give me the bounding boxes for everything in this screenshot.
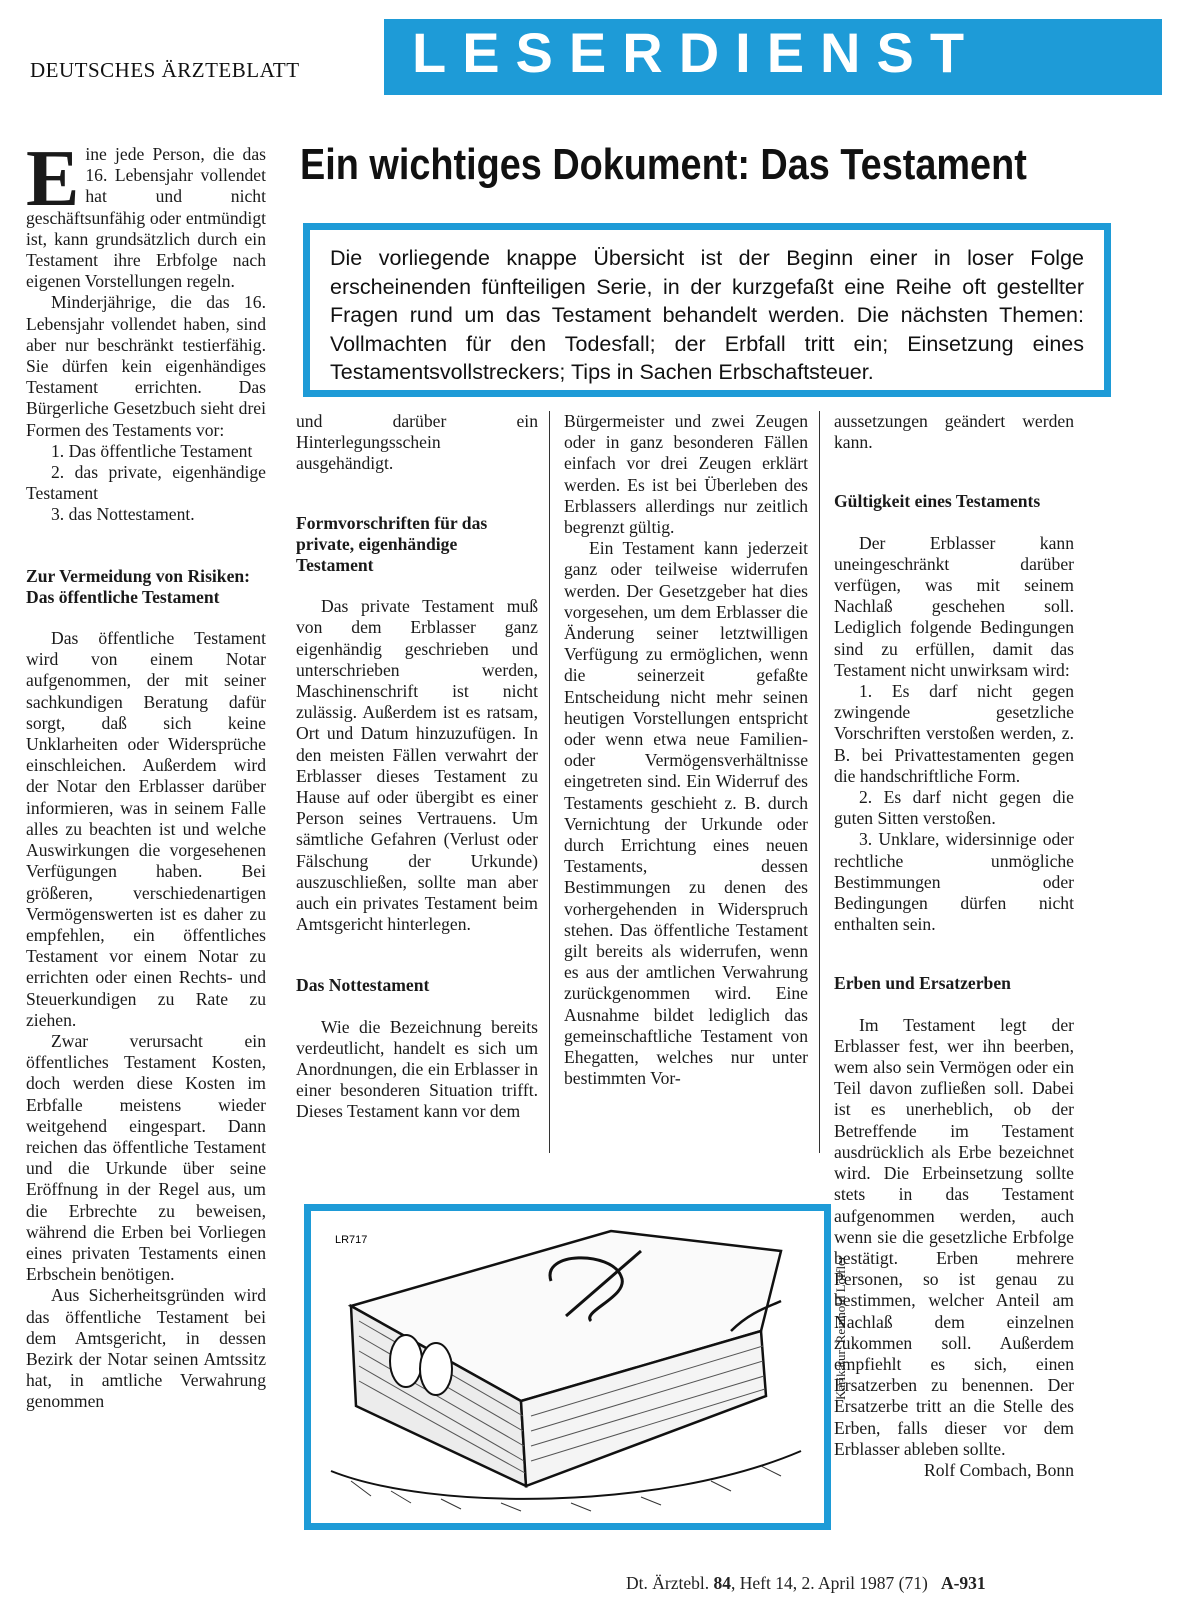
lead-box [303, 223, 1111, 397]
paragraph: Im Testament legt der Erblasser fest, wer ihn beerben, wem also sein Vermögen oder ein Teil davon zufließen soll. Dabei ist es unerheblich, ob der Betreffende im Testament ausdrücklich als Erbe bezeichnet wird. Die Erbeinsetzung sollte stets in das Testament aufgenommen werden, auch wenn sie die gesetzliche Erbfolge bestätigt. Erben mehrere Personen, so ist genau zu bestimmen, welcher Anteil am Nachlaß dem einzelnen zukommen soll. Außerdem empfiehlt es sich, einen Ersatzerben zu benennen. Der Ersatzerbe tritt an die Stelle des Erben, falls dieser vor dem Erblasser ableben sollte. [834, 1014, 1074, 1459]
subheading: Formvorschriften für das private, eigenhändige Testament [296, 512, 488, 576]
subheading: Gültigkeit eines Testaments [834, 491, 1041, 512]
intro-paragraph [26, 135, 266, 292]
section-title: LESERDIENST [412, 21, 981, 84]
paragraph: Ein Testament kann jederzeit ganz oder teilweise widerrufen werden. Der Gesetzgeber hat dies vorgesehen, um dem Erblasser die Änderung seiner letztwilligen Verfügung zu ermöglichen, wenn die seinerzeit gefaßte Entscheidung nicht mehr seinen heutigen Vorstellungen entspricht oder wenn etwa neue Familien- oder Vermögensverhältnisse eingetreten sind. Ein Widerruf des Testaments geschieht z. B. durch Vernichtung der Urkunde oder durch Errichtung eines neuen Testaments, dessen Bestimmungen zu denen des vorhergehenden in Widerspruch stehen. Das öffentliche Testament gilt bereits als widerrufen, wenn es aus der amtlichen Verwahrung zurückgenommen wird. Eine Ausnahme bildet lediglich das gemeinschaftliche Testament von Ehegatten, welches nur unter bestimmten Vor- [564, 538, 808, 1089]
cartoon-book-illustration [311, 1211, 824, 1523]
paragraph: Wie die Bezeichnung bereits verdeutlicht, handelt es sich um Anordnungen, die ein Erblasser in einer besonderen Situation trifft. Dieses Testament kann vor dem [296, 1016, 538, 1122]
page-number: A-931 [940, 1573, 986, 1593]
volume-number: 84 [713, 1573, 731, 1593]
page-footer [626, 1573, 986, 1594]
column-2 [296, 411, 538, 1123]
testament-forms-list [26, 441, 266, 526]
publication-name: DEUTSCHES ÄRZTEBLATT [30, 58, 300, 82]
lead-text: Die vorliegende knappe Übersicht ist der Beginn einer in loser Folge erscheinenden fünfteiligen Serie, in der kurzgefaßt eine Reihe oft gestellter Fragen rund um das Testament behandelt werden. Die nächsten Themen: Vollmachten für den Todesfall; der Erbfall tritt ein; Einsetzung eines Testamentsvollstreckers; Tips in Sachen Erbschaftsteuer. [330, 246, 1084, 384]
paragraph: aussetzungen geändert werden kann. [834, 411, 1074, 453]
paragraph: Zwar verursacht ein öffentliches Testament Kosten, doch werden diese Kosten im Erbfalle meistens wieder weitgehend eingespart. Dann reichen das öffentliche Testament und die Urkunde über seine Eröffnung in der Regel aus, um die Erbrechte zu beweisen, während die Erben bei Vorliegen eines privaten Testaments einen Erbschein benötigen. [26, 1030, 266, 1285]
paragraph: Das private Testament muß von dem Erblasser ganz eigenhändig geschrieben und unterschrieben werden, Maschinenschrift ist nicht zulässig. Außerdem ist es ratsam, Ort und Datum hinzuzufügen. In den meisten Fällen verwahrt der Erblasser dieses Testament zu Hause auf oder übergibt es einer Person seines Vertrauens. Um sämtliche Gefahren (Verlust oder Fälschung der Urkunde) auszuschließen, sollte man aber auch ein privates Testament beim Amtsgericht hinterlegen. [296, 596, 538, 935]
intro-text: ine jede Person, die das 16. Lebensjahr vollendet hat und nicht geschäftsunfähig oder entmündigt ist, kann grundsätzlich durch ein Testament ihre Erbfolge nach eigenen Vorstellungen regeln. [26, 144, 266, 292]
paragraph: Der Erblasser kann uneingeschränkt darüber verfügen, was mit seinem Nachlaß geschehen soll. Lediglich folgende Bedingungen sind zu erfüllen, damit das Testament nicht unwirksam wird: [834, 532, 1074, 680]
article-title: Ein wichtiges Dokument: Das Testament [300, 140, 1027, 189]
column-1 [26, 135, 266, 1413]
list-item: 2. Es darf nicht gegen die guten Sitten verstoßen. [834, 787, 1074, 829]
drop-cap: E [26, 135, 80, 223]
journal-name: Dt. Ärztebl. [626, 1573, 710, 1593]
list-item: 2. das private, eigenhändige Testament [26, 462, 266, 504]
list-item: 3. das Nottestament. [51, 504, 195, 525]
author-byline: Rolf Combach, Bonn [923, 1459, 1074, 1480]
paragraph: Bürgermeister und zwei Zeugen oder in ganz besonderen Fällen einfach vor drei Zeugen erklärt werden. Es ist bei Überleben des Erblassers allerdings nur zeitlich begrenzt gültig. [564, 411, 808, 538]
list-item: 3. Unklare, widersinnige oder rechtliche unmögliche Bestimmungen oder Bedingungen dürfen nicht enthalten sein. [834, 829, 1074, 935]
column-divider [549, 411, 550, 1153]
paragraph: und darüber ein Hinterlegungsschein ausgehändigt. [296, 411, 538, 474]
column-divider [819, 411, 820, 1153]
list-item: 1. Das öffentliche Testament [51, 440, 253, 461]
paragraph: Das öffentliche Testament wird von einem Notar aufgenommen, der mit seiner sachkundigen Beratung dafür sorgt, daß sich keine Unklarheiten oder Widersprüche einschleichen. Außerdem wird der Notar den Erblasser darüber informieren, was in seinem Falle alles zu beachten ist und welche Auswirkungen die vorgesehenen Verfügungen haben. Bei größeren, verschiedenartigen Vermögenswerten ist es daher zu empfehlen, ein öffentliches Testament vor einem Notar zu errichten oder einen Rechts- und Steuerkundigen zu Rate zu ziehen. [26, 628, 266, 1030]
column-3 [564, 411, 808, 1090]
cartoon-credit: Karikatur: Reinhold Löffler [833, 1255, 848, 1400]
cartoon-frame [304, 1204, 831, 1530]
paragraph: Aus Sicherheitsgründen wird das öffentliche Testament bei dem Amtsgericht, in dessen Bezirk der Notar seinen Amtssitz hat, in amtliche Verwahrung genommen [26, 1285, 266, 1412]
subheading: Das Nottestament [296, 975, 430, 996]
issue-info: , Heft 14, 2. April 1987 (71) [730, 1573, 928, 1593]
paragraph: Minderjährige, die das 16. Lebensjahr vollendet haben, sind aber nur beschränkt testierfähig. Sie dürfen kein eigenhändiges Testament errichten. Das Bürgerliche Gesetzbuch sieht drei Formen des Testaments vor: [26, 292, 266, 440]
subheading: Zur Vermeidung von Risiken: Das öffentliche Testament [26, 565, 251, 607]
cartoon-signature: LR717 [335, 1234, 368, 1246]
list-item: 1. Es darf nicht gegen zwingende gesetzliche Vorschriften verstoßen werden, z. B. bei Privattestamenten gegen die handschriftliche Form. [834, 681, 1074, 786]
subheading: Erben und Ersatzerben [834, 973, 1011, 994]
column-4 [834, 411, 1074, 1481]
